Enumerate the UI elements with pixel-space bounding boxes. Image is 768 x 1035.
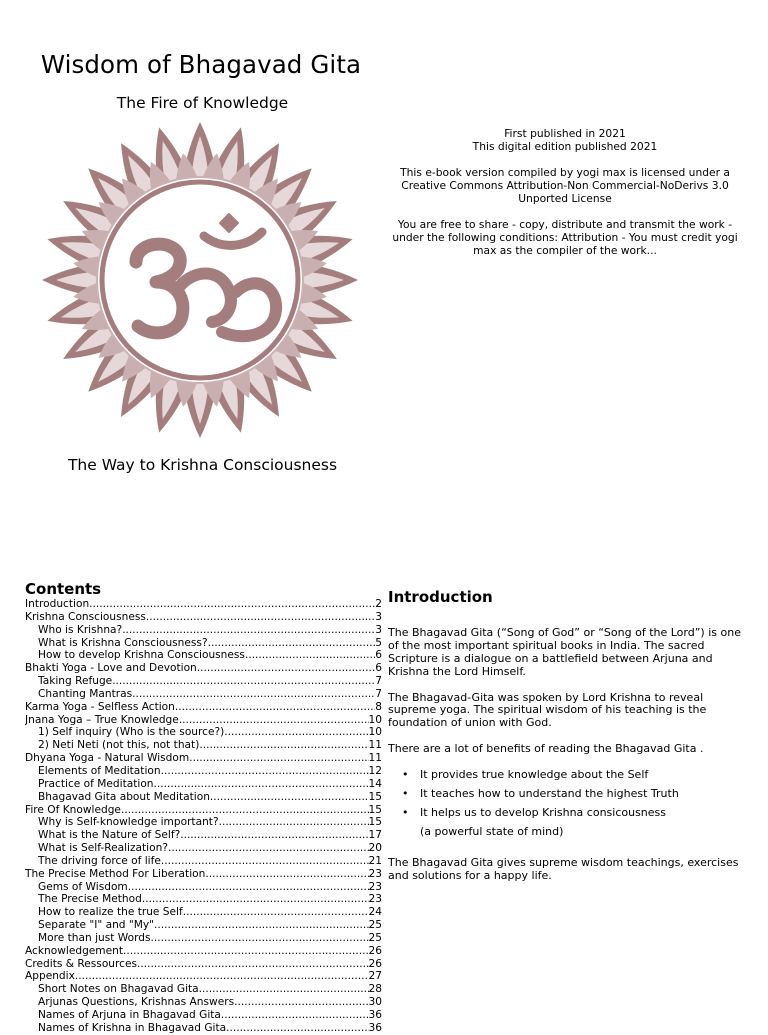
toc-entry-title: What is the Nature of Self? <box>38 829 181 842</box>
license-notice: This e-book version compiled by yogi max is licensed under a Creative Commons Attribution-Non Commercial-NoDerivs 3.0 Unported License <box>400 166 730 205</box>
toc-leader-dots <box>154 919 368 932</box>
toc-entry-page: 11 <box>368 739 382 752</box>
toc-leader-dots <box>179 714 369 727</box>
intro-paragraph-2: The Bhagavad-Gita was spoken by Lord Krishna to reveal supreme yoga. The spiritual wisdom of his teaching is the foundation of union with God. <box>388 690 707 730</box>
toc-entry[interactable] <box>25 637 382 650</box>
toc-entry-title: Taking Refuge <box>38 675 113 688</box>
toc-leader-dots <box>199 739 368 752</box>
toc-entry-page: 36 <box>368 1021 382 1034</box>
toc-entry[interactable] <box>25 919 382 932</box>
toc-entry[interactable] <box>25 726 382 739</box>
toc-leader-dots <box>197 662 375 675</box>
toc-leader-dots <box>219 816 369 829</box>
toc-leader-dots <box>75 970 369 983</box>
toc-entry-title: How to realize the true Self <box>38 906 183 919</box>
toc-entry-page: 17 <box>368 829 382 842</box>
toc-entry-page: 25 <box>368 931 382 944</box>
toc-entry-title: 1) Self inquiry (Who is the source?) <box>38 726 225 739</box>
toc-leader-dots <box>137 958 369 971</box>
toc-entry-page: 11 <box>368 752 382 765</box>
toc-entry-title: What is Krishna Consciousness? <box>38 636 208 649</box>
toc-entry-page: 28 <box>368 983 382 996</box>
toc-entry-page: 6 <box>375 649 382 662</box>
benefit-item: • It helps us to develop Krishna consicousness <box>402 807 743 820</box>
toc-entry[interactable] <box>25 855 382 868</box>
toc-entry-title: Short Notes on Bhagavad Gita <box>38 983 199 996</box>
toc-entry-title: Fire Of Knowledge <box>25 803 121 816</box>
introduction-section <box>388 588 743 896</box>
toc-leader-dots <box>199 983 369 996</box>
contents-heading: Contents <box>25 580 102 598</box>
toc-leader-dots <box>210 791 369 804</box>
benefit-note: (a powerful state of mind) <box>420 824 564 838</box>
toc-entry-title: Why is Self-knowledge important? <box>38 816 219 829</box>
intro-paragraph-4: The Bhagavad Gita gives supreme wisdom teachings, exercises and solutions for a happy life. <box>388 855 739 882</box>
om-mandala-icon <box>40 120 360 440</box>
toc-entry-page: 36 <box>368 1009 382 1021</box>
toc-leader-dots <box>221 1009 369 1022</box>
toc-entry-page: 25 <box>368 919 382 932</box>
toc-entry-page: 15 <box>368 790 382 803</box>
toc-entry-title: Acknowledgement <box>25 944 124 957</box>
toc-entry[interactable] <box>25 958 382 971</box>
toc-entry-page: 23 <box>368 893 382 906</box>
toc-entry-page: 26 <box>368 944 382 957</box>
toc-entry[interactable] <box>25 829 382 842</box>
toc-leader-dots <box>121 804 369 817</box>
toc-leader-dots <box>175 701 375 714</box>
toc-entry[interactable] <box>25 1009 382 1022</box>
toc-entry-title: Introduction <box>25 598 90 610</box>
toc-leader-dots <box>224 726 368 739</box>
book-title: Wisdom of Bhagavad Gita <box>40 50 362 79</box>
toc-leader-dots <box>189 752 368 765</box>
toc-entry-page: 7 <box>375 675 382 688</box>
book-subtitle: The Fire of Knowledge <box>116 94 289 112</box>
toc-entry[interactable] <box>25 739 382 752</box>
toc-entry-page: 12 <box>368 764 382 777</box>
first-published: First published in 2021 <box>504 127 626 140</box>
toc-entry-title: How to develop Krishna Consciousness <box>38 649 245 662</box>
toc-entry-page: 24 <box>368 906 382 919</box>
toc-entry-page: 15 <box>368 816 382 829</box>
toc-entry-page: 27 <box>368 970 382 983</box>
benefit-item: • It teaches how to understand the highest Truth <box>402 788 743 801</box>
toc-entry[interactable] <box>25 714 382 727</box>
publication-dates <box>385 127 745 153</box>
introduction-heading: Introduction <box>388 588 493 606</box>
toc-entry[interactable] <box>25 701 382 714</box>
toc-entry[interactable] <box>25 804 382 817</box>
toc-entry[interactable] <box>25 842 382 855</box>
toc-entry-title: The Precise Method <box>38 893 142 906</box>
toc-entry-page: 23 <box>368 880 382 893</box>
toc-entry-title: Who is Krishna? <box>38 623 123 636</box>
toc-entry[interactable] <box>25 765 382 778</box>
toc-entry-title: Arjunas Questions, Krishnas Answers <box>38 996 235 1009</box>
toc-entry[interactable] <box>25 996 382 1009</box>
toc-entry-title: Jnana Yoga – True Knowledge <box>25 713 179 726</box>
toc-entry[interactable] <box>25 611 382 624</box>
toc-leader-dots <box>132 688 375 701</box>
toc-entry-page: 30 <box>368 996 382 1009</box>
toc-entry-page: 15 <box>368 803 382 816</box>
toc-entry-title: Gems of Wisdom <box>38 880 128 893</box>
toc-entry-title: Names of Arjuna in Bhagavad Gita <box>38 1009 221 1021</box>
toc-entry[interactable] <box>25 945 382 958</box>
toc-leader-dots <box>205 868 368 881</box>
toc-entry-title: Bhagavad Gita about Meditation <box>38 790 210 803</box>
toc-entry-title: Appendix <box>25 970 75 983</box>
book-tagline: The Way to Krishna Consciousness <box>67 456 338 474</box>
toc-leader-dots <box>234 996 368 1009</box>
toc-entry-title: The Precise Method For Liberation <box>25 867 206 880</box>
toc-entry[interactable] <box>25 675 382 688</box>
toc-leader-dots <box>208 637 376 650</box>
digital-edition: This digital edition published 2021 <box>472 140 658 153</box>
toc-entry[interactable] <box>25 598 382 611</box>
toc-leader-dots <box>161 855 369 868</box>
toc-entry[interactable] <box>25 791 382 804</box>
toc-entry[interactable] <box>25 816 382 829</box>
toc-leader-dots <box>123 945 369 958</box>
toc-entry-title: Practice of Meditation <box>38 777 154 790</box>
toc-entry-page: 14 <box>368 777 382 790</box>
toc-entry-title: Separate "I" and "My" <box>38 919 155 932</box>
toc-leader-dots <box>142 893 369 906</box>
toc-entry-title: Bhakti Yoga - Love and Devotion <box>25 662 197 675</box>
toc-leader-dots <box>168 842 369 855</box>
toc-entry-page: 10 <box>368 713 382 726</box>
toc-entry[interactable] <box>25 893 382 906</box>
toc-entry-page: 5 <box>375 636 382 649</box>
benefits-list <box>388 769 743 820</box>
toc-leader-dots <box>151 932 369 945</box>
toc-leader-dots <box>180 829 368 842</box>
toc-entry-title: Krishna Consciousness <box>25 610 146 623</box>
toc-entry[interactable] <box>25 778 382 791</box>
toc-entry-page: 8 <box>375 700 382 713</box>
toc-entry-title: Elements of Meditation <box>38 764 161 777</box>
toc-entry-page: 20 <box>368 842 382 855</box>
toc-entry-title: More than just Words <box>38 931 151 944</box>
toc-entry[interactable] <box>25 932 382 945</box>
toc-entry[interactable] <box>25 649 382 662</box>
toc-entry[interactable] <box>25 983 382 996</box>
toc-leader-dots <box>89 598 375 611</box>
toc-entry[interactable] <box>25 752 382 765</box>
toc-entry[interactable] <box>25 624 382 637</box>
toc-leader-dots <box>161 765 369 778</box>
toc-leader-dots <box>128 881 369 894</box>
toc-leader-dots <box>183 906 369 919</box>
toc-entry-title: Credits & Ressources <box>25 957 137 970</box>
table-of-contents <box>25 598 382 1035</box>
toc-entry-title: What is Self-Realization? <box>38 842 168 855</box>
toc-entry-page: 23 <box>368 867 382 880</box>
toc-entry-page: 10 <box>368 726 382 739</box>
toc-entry-page: 26 <box>368 957 382 970</box>
intro-paragraph-1: The Bhagavad Gita (“Song of God” or “Song of the Lord”) is one of the most important spiritual books in India. The sacred Scripture is a dialogue on a battlefield between Arjuna and Krishna the Lord Himself. <box>388 625 741 678</box>
toc-entry[interactable] <box>25 881 382 894</box>
toc-entry-page: 3 <box>375 610 382 623</box>
toc-entry[interactable] <box>25 662 382 675</box>
publication-info <box>385 127 745 270</box>
toc-entry-title: Dhyana Yoga - Natural Wisdom <box>25 752 190 765</box>
toc-entry-page: 6 <box>375 662 382 675</box>
benefit-item: • It provides true knowledge about the Self <box>402 769 743 782</box>
toc-entry[interactable] <box>25 868 382 881</box>
toc-leader-dots <box>245 649 375 662</box>
toc-leader-dots <box>122 624 375 637</box>
toc-entry-page: 7 <box>375 687 382 700</box>
toc-entry-page: 3 <box>375 623 382 636</box>
toc-entry[interactable] <box>25 906 382 919</box>
toc-leader-dots <box>146 611 375 624</box>
toc-entry-title: Names of Krishna in Bhagavad Gita <box>38 1021 227 1034</box>
toc-entry[interactable] <box>25 688 382 701</box>
toc-entry-page: 2 <box>375 598 382 610</box>
toc-entry[interactable] <box>25 970 382 983</box>
toc-leader-dots <box>112 675 375 688</box>
toc-entry-page: 21 <box>368 854 382 867</box>
intro-paragraph-3: There are a lot of benefits of reading the Bhagavad Gita . <box>388 742 704 756</box>
toc-entry-title: 2) Neti Neti (not this, not that) <box>38 739 200 752</box>
toc-entry-title: Karma Yoga - Selfless Action <box>25 700 175 713</box>
share-notice: You are free to share - copy, distribute and transmit the work - under the following conditions: Attribution - You must credit yogi max as the compiler of the work... <box>392 218 738 257</box>
toc-entry-title: The driving force of life <box>38 854 161 867</box>
toc-entry-title: Chanting Mantras <box>38 687 133 700</box>
toc-leader-dots <box>154 778 369 791</box>
